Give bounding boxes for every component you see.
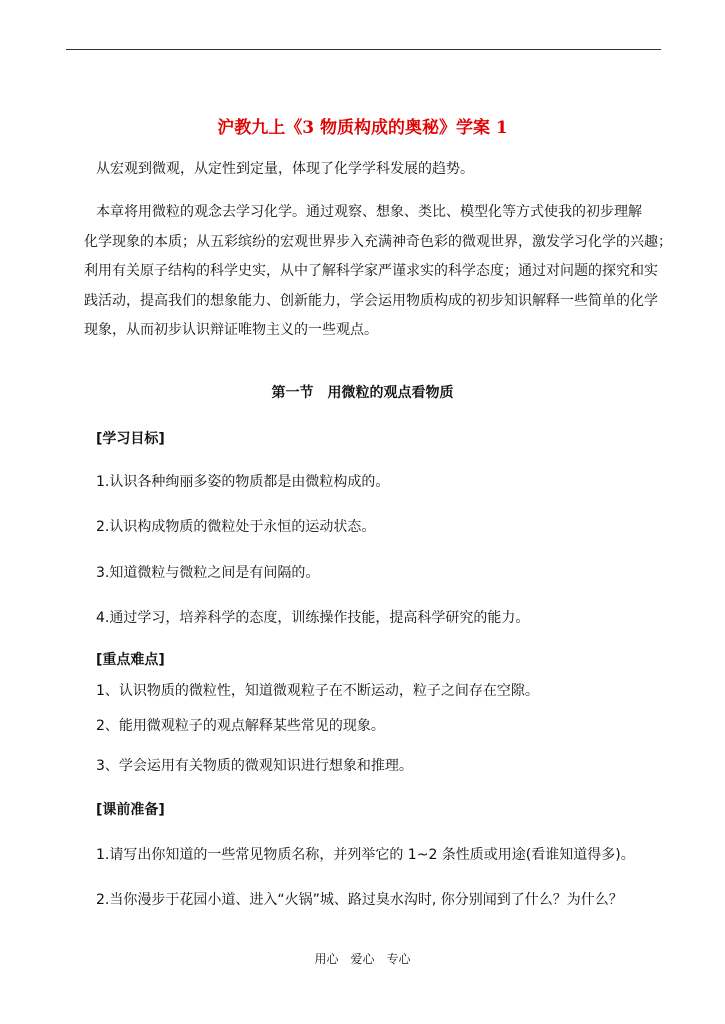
preparation-heading: [课前准备] [96,802,165,818]
paragraph-line: 现象，从而初步认识辩证唯物主义的一些观点。 [84,322,378,338]
section-title: 第一节 用微粒的观点看物质 [271,385,454,401]
objective-item: 4.通过学习，培养科学的态度，训练操作技能，提高科学研究的能力。 [96,610,530,626]
paragraph-line: 践活动，提高我们的想象能力、创新能力，学会运用物质构成的初步知识解释一些简单的化学 [84,292,658,309]
objective-item: 1.认识各种绚丽多姿的物质都是由微粒构成的。 [96,474,390,490]
key-point-item: 1、认识物质的微粒性，知道微观粒子在不断运动，粒子之间存在空隙。 [96,683,539,699]
key-points-heading: [重点难点] [96,652,165,668]
paragraph-line: 利用有关原子结构的科学史实，从中了解科学家严谨求实的科学态度；通过对问题的探究和实 [84,263,658,279]
header-rule [66,49,661,50]
preparation-item: 1.请写出你知道的一些常见物质名称，并列举它的 1~2 条性质或用途(看谁知道得多)。 [96,847,635,863]
document-title: 沪教九上《3 物质构成的奥秘》学案 1 [217,118,508,138]
objective-item: 3.知道微粒与微粒之间是有间隔的。 [96,565,320,581]
paragraph-line: 本章将用微粒的观念去学习化学。通过观察、想象、类比、模型化等方式使我的初步理解 [96,204,642,220]
page-footer: 用心 爱心 专心 [314,952,411,966]
key-point-item: 2、能用微观粒子的观点解释某些常见的现象。 [96,718,385,734]
preparation-item: 2.当你漫步于花园小道、进入“火锅”城、路过臭水沟时, 你分别闻到了什么？为什么？ [96,892,623,908]
intro-text: 从宏观到微观，从定性到定量，体现了化学学科发展的趋势。 [96,161,474,177]
paragraph-line: 化学现象的本质；从五彩缤纷的宏观世界步入充满神奇色彩的微观世界，激发学习化学的兴趣； [84,233,672,250]
key-point-item: 3、学会运用有关物质的微观知识进行想象和推理。 [96,758,413,774]
objectives-heading: [学习目标] [96,431,165,447]
chapter-paragraph [84,198,672,346]
objective-item: 2.认识构成物质的微粒处于永恒的运动状态。 [96,519,376,535]
